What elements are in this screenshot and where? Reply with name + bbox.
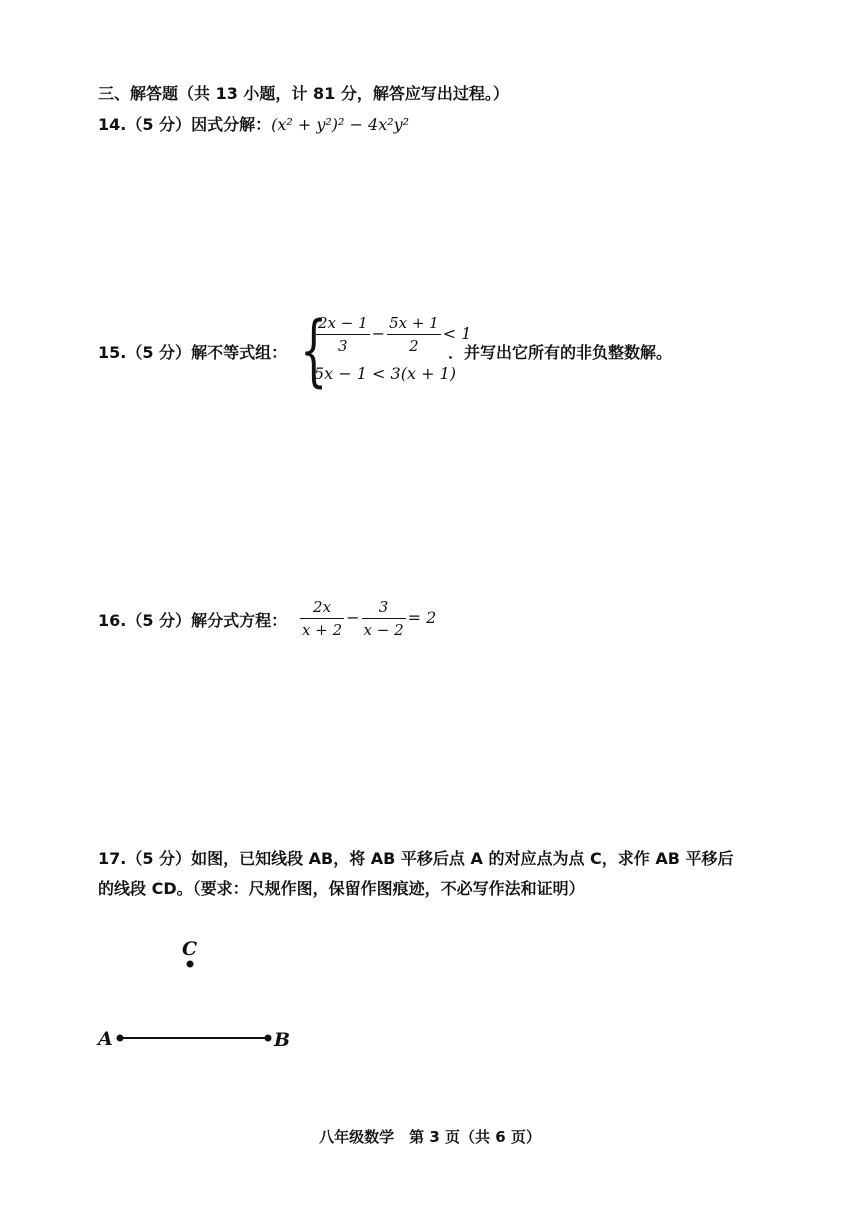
fraction (362, 596, 406, 641)
question-score: （5 分） (126, 115, 192, 134)
point-a-label: A (98, 1028, 113, 1050)
question-text-after: ．并写出它所有的非负整数解。 (448, 343, 673, 362)
page-footer: 八年级数学 第 3 页（共 6 页） (319, 1128, 541, 1146)
numerator: 2x (300, 596, 344, 619)
segment-figure (90, 925, 330, 1065)
minus-sign: − (371, 324, 386, 343)
question-17-line-2: 的线段 CD。（要求：尺规作图，保留作图痕迹，不必写作法和证明） (98, 879, 585, 898)
denominator: 3 (338, 337, 348, 355)
question-score: （5 分） (126, 343, 192, 362)
minus-sign: − (346, 608, 360, 627)
numerator: 2x − 1 (316, 312, 370, 335)
point-a (117, 1035, 124, 1042)
inequality-2: 5x − 1 < 3(x + 1) (314, 364, 456, 383)
question-text: 因式分解： (191, 115, 272, 134)
math-expression: (x² + y²)² − 4x²y² (271, 115, 410, 134)
denominator: x + 2 (302, 621, 343, 639)
point-b (265, 1035, 272, 1042)
question-16-label (98, 610, 287, 632)
point-c-label: C (182, 938, 198, 960)
numerator: 5x + 1 (387, 312, 441, 335)
question-17-line-1 (98, 848, 734, 870)
question-text: 解分式方程： (191, 611, 288, 630)
numerator: 3 (362, 596, 406, 619)
fraction (316, 312, 370, 357)
point-b-label: B (274, 1029, 291, 1051)
fraction (387, 312, 441, 357)
question-14 (98, 114, 409, 136)
question-score: （5 分） (126, 611, 192, 630)
question-number: 16. (98, 611, 127, 630)
denominator: x − 2 (363, 621, 404, 639)
left-brace: { (300, 306, 328, 396)
section-title: 三、解答题（共 13 小题，计 81 分，解答应写出过程。） (98, 84, 509, 103)
denominator: 2 (409, 337, 419, 355)
question-15-label (98, 342, 287, 364)
fraction-equation (298, 596, 436, 641)
fraction (300, 596, 344, 641)
question-number: 15. (98, 343, 127, 362)
right-hand-side: = 2 (407, 608, 437, 627)
question-number: 17. (98, 849, 127, 868)
question-text: 解不等式组： (191, 343, 288, 362)
relation: < 1 (442, 324, 472, 343)
question-number: 14. (98, 115, 127, 134)
question-text: 如图，已知线段 AB，将 AB 平移后点 A 的对应点为点 C，求作 AB 平移后 (191, 849, 734, 868)
point-c (187, 961, 194, 968)
question-score: （5 分） (126, 849, 192, 868)
